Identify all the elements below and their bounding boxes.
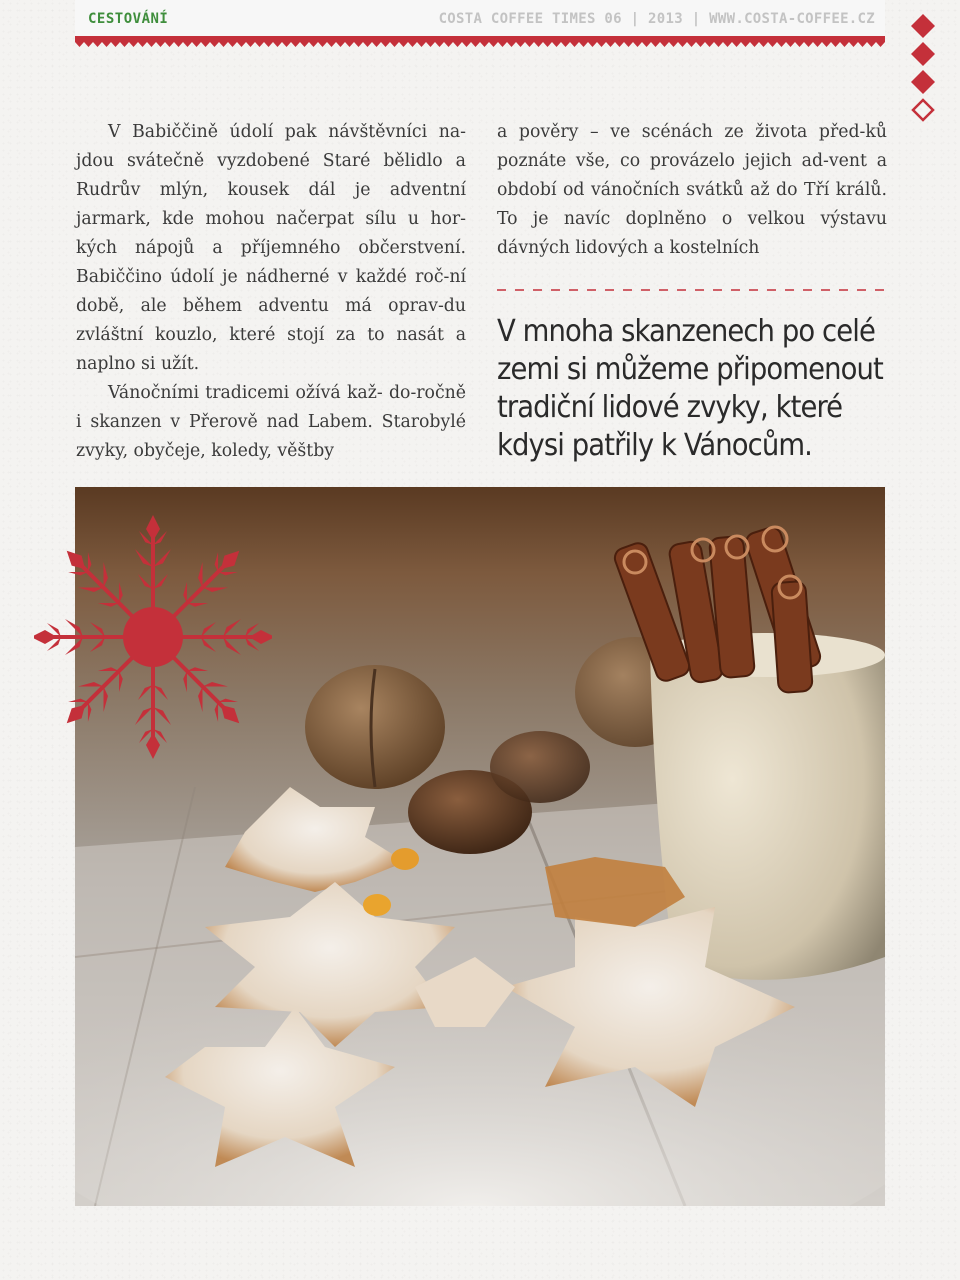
article-paragraph: V Babiččině údolí pak návštěvníci na-jdou svátečně vyzdobené Staré bělidlo a Rudrův mlýn, kousek dál je adventní jarmark, kde mohou načerpat sílu u hor-kých nápojů a příjemného občerstvení. Babiččino údolí je nádherné v každé roč-ní době, ale během adventu má oprav-du zvláštní kouzlo, které stojí za to nasát a naplno si užít. [76, 122, 466, 374]
publication-info: COSTA COFFEE TIMES 06 | 2013 | WWW.COSTA-COFFEE.CZ [438, 11, 875, 27]
article-column-left [76, 118, 466, 466]
article-column-right [497, 118, 887, 263]
diamond-icon [911, 70, 935, 94]
diamond-icon [911, 14, 935, 38]
section-label: CESTOVÁNÍ [88, 11, 169, 27]
diamond-icon [911, 42, 935, 66]
diamond-markers [909, 12, 937, 122]
dashed-divider [497, 280, 885, 300]
article-paragraph: a pověry – ve scénách ze života před-ků poznáte vše, co provázelo jejich ad-vent a období od vánočních svátků až do Tří králů. To je navíc doplněno o velkou výstavu dávných lidových a kostelních [497, 122, 887, 258]
header-zigzag-border [75, 36, 885, 54]
snowflake-icon [34, 512, 272, 762]
article-paragraph: Vánočními tradicemi ožívá kaž- do-ročně i skanzen v Přerově nad Labem. Starobylé zvyky, obyčeje, koledy, věštby [76, 383, 466, 461]
diamond-icon [913, 100, 933, 120]
pull-quote: V mnoha skanzenech po celé zemi si můžeme připomenout tradiční lidové zvyky, které kdysi patřily k Vánocům. [497, 314, 883, 463]
